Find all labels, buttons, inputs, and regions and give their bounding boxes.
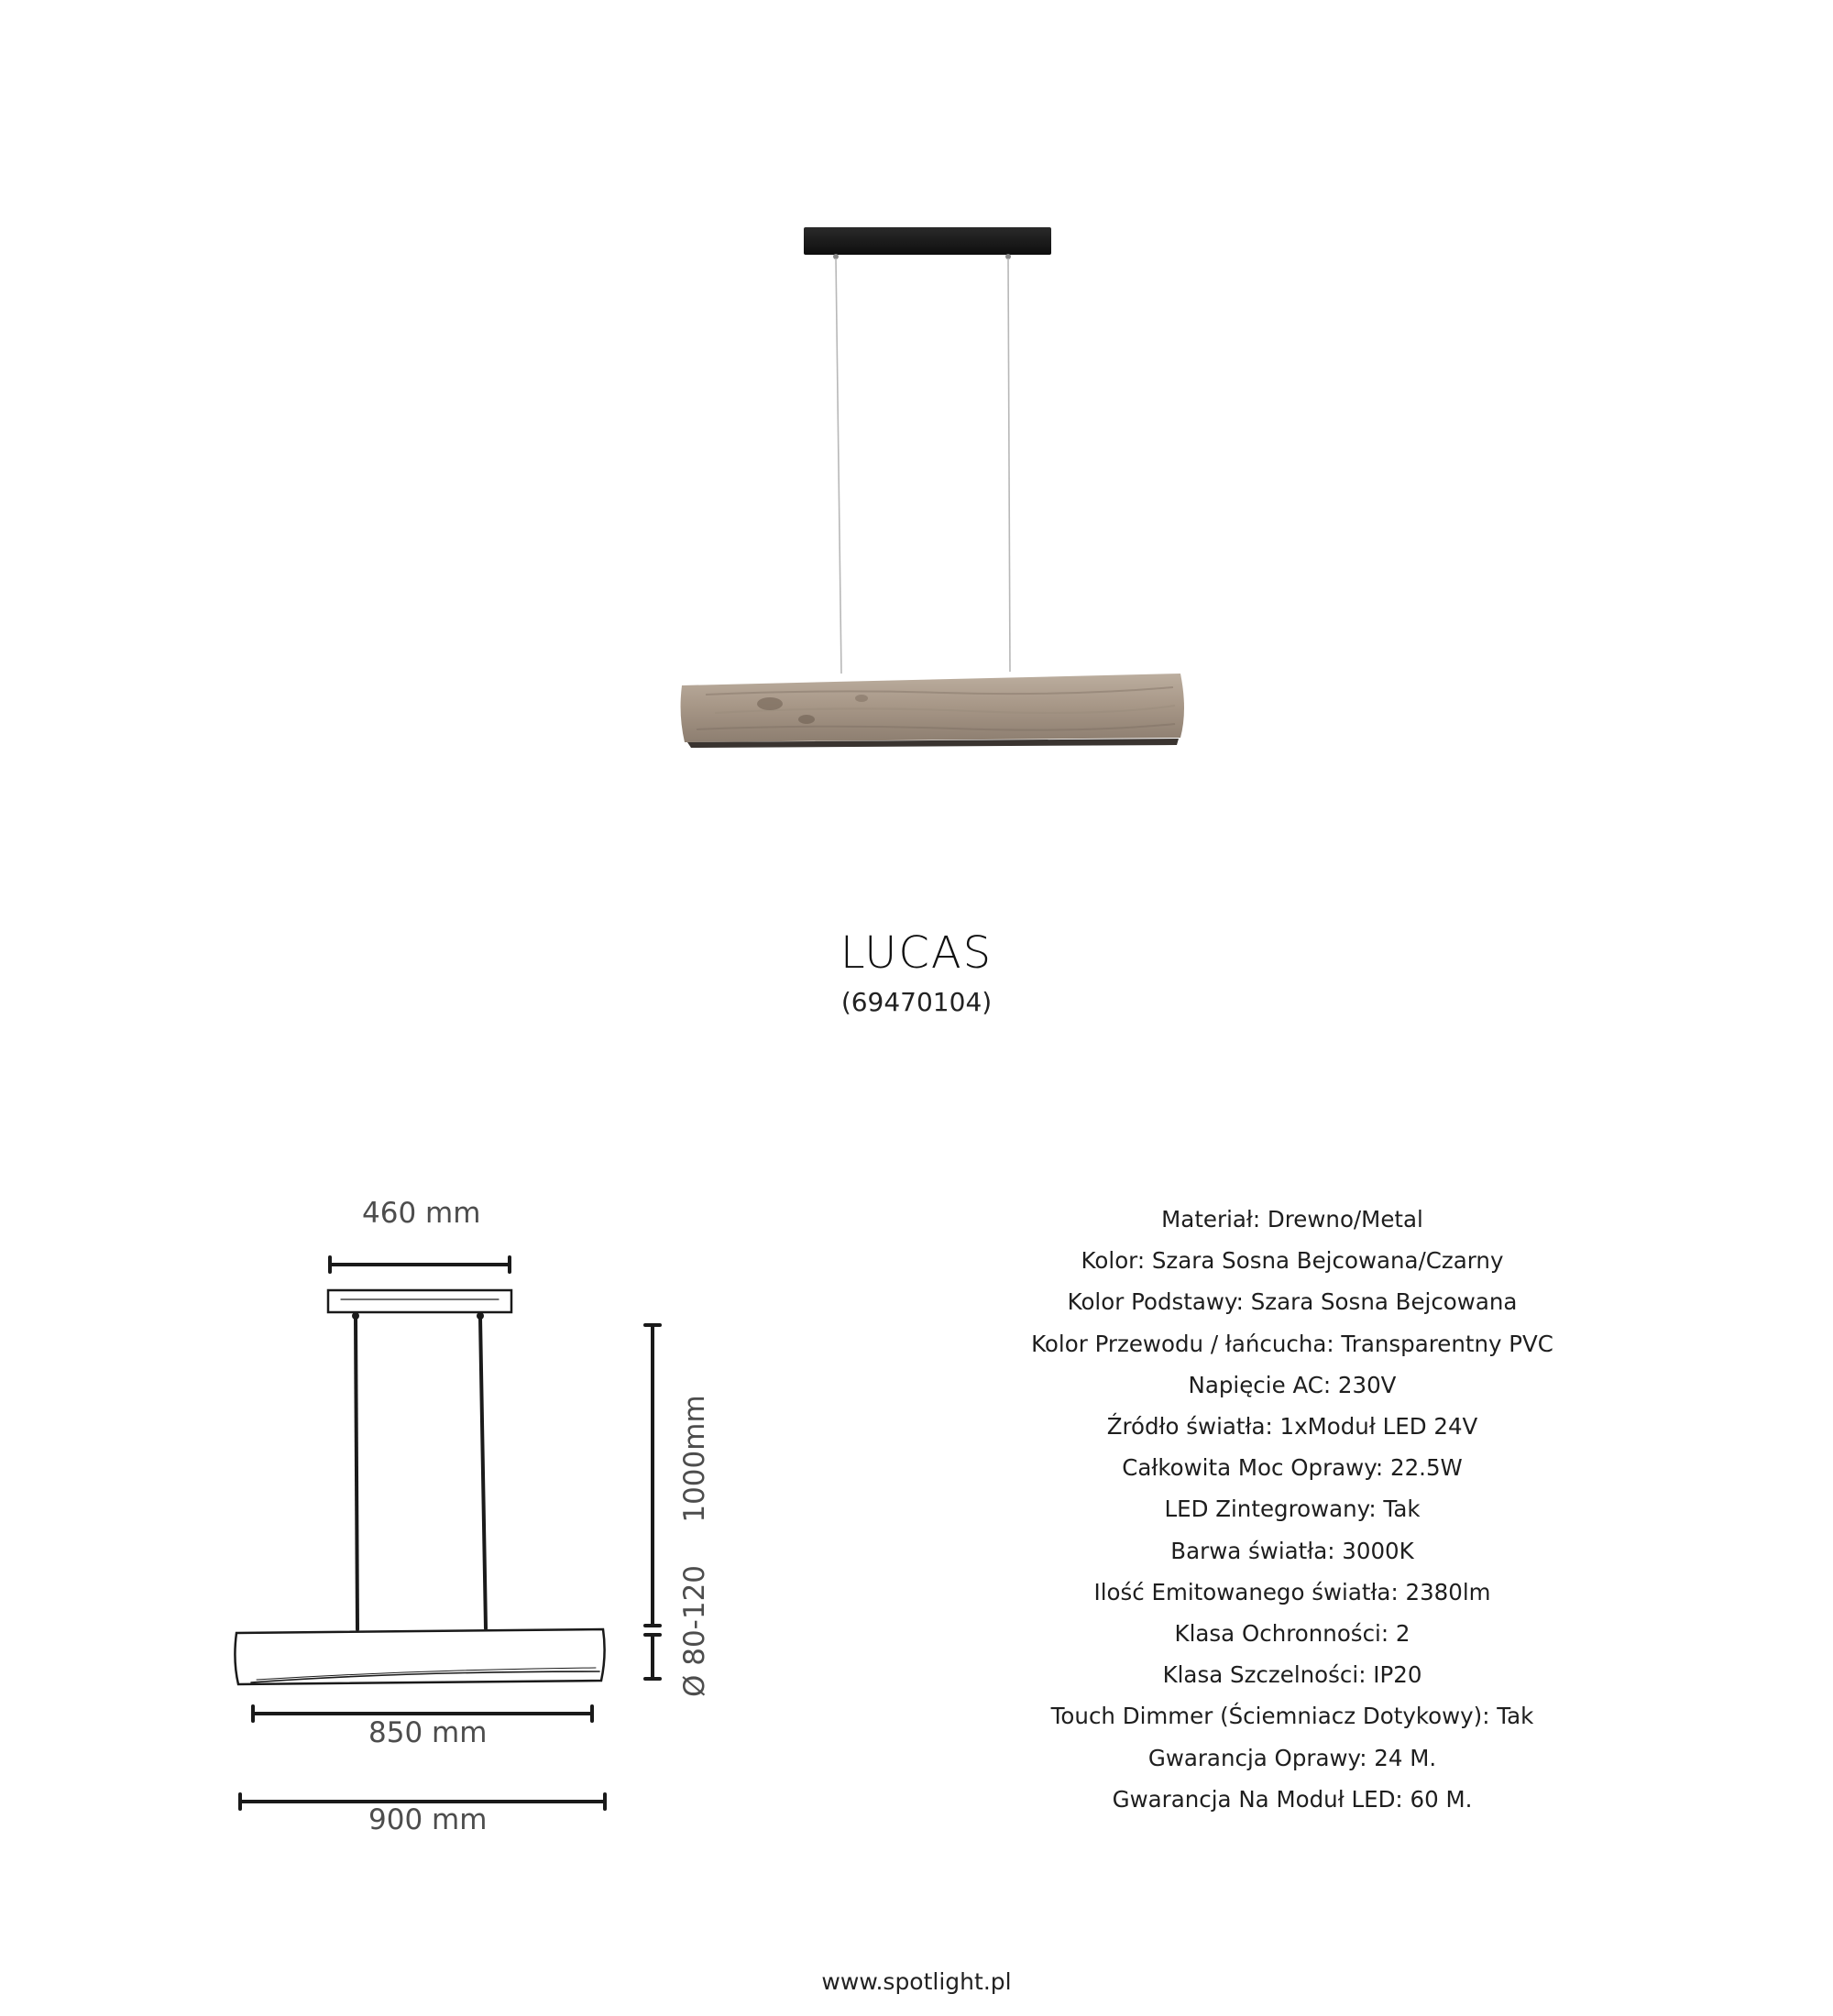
product-photo [642,211,1219,779]
dim-label-1000: 1000mm [678,1395,711,1523]
drawing-canopy [328,1290,511,1312]
dim-label-850: 850 mm [368,1716,488,1749]
spec-touch-dimmer: Touch Dimmer (Ściemniacz Dotykowy): Tak [1050,1703,1534,1730]
dimension-drawing [220,1191,733,1860]
spec-integrated-led: LED Zintegrowany: Tak [1164,1496,1421,1523]
spec-voltage: Napięcie AC: 230V [1188,1371,1397,1398]
drawing-wire-right [480,1318,486,1628]
product-name: LUCAS [840,927,993,979]
footer-website[interactable]: www.spotlight.pl [821,1968,1012,1995]
spec-list [944,1199,1641,1820]
dim-label-460: 460 mm [362,1197,481,1230]
spec-ip-rating: Klasa Szczelności: IP20 [1162,1661,1422,1689]
spec-fixture-warranty: Gwarancja Oprawy: 24 M. [1147,1744,1437,1771]
spec-luminous-flux: Ilość Emitowanego światła: 2380lm [1093,1578,1491,1605]
dim-label-900: 900 mm [368,1803,488,1836]
wire-right [1008,258,1010,672]
wood-shade [681,674,1184,748]
spec-cable-color: Kolor Przewodu / łańcucha: Transparentny PVC [1031,1330,1553,1357]
drawing-shade [235,1629,604,1684]
spec-color-temperature: Barwa światła: 3000K [1170,1537,1414,1564]
drawing-wire-left [356,1318,357,1629]
canopy-bar [804,227,1051,255]
spec-base-color: Kolor Podstawy: Szara Sosna Bejcowana [1067,1288,1518,1316]
spec-light-source: Źródło światła: 1xModuł LED 24V [1106,1413,1478,1441]
wire-left [836,258,841,674]
spec-color: Kolor: Szara Sosna Bejcowana/Czarny [1081,1247,1504,1275]
dim-label-diameter: Ø 80-120 [678,1564,711,1698]
product-header [0,926,1833,1021]
spec-led-warranty: Gwarancja Na Moduł LED: 60 M. [1112,1785,1473,1813]
spec-protection-class: Klasa Ochronności: 2 [1174,1620,1410,1648]
product-code: (69470104) [840,987,993,1017]
spec-total-power: Całkowita Moc Oprawy: 22.5W [1122,1454,1463,1482]
spec-material: Materiał: Drewno/Metal [1161,1206,1423,1233]
